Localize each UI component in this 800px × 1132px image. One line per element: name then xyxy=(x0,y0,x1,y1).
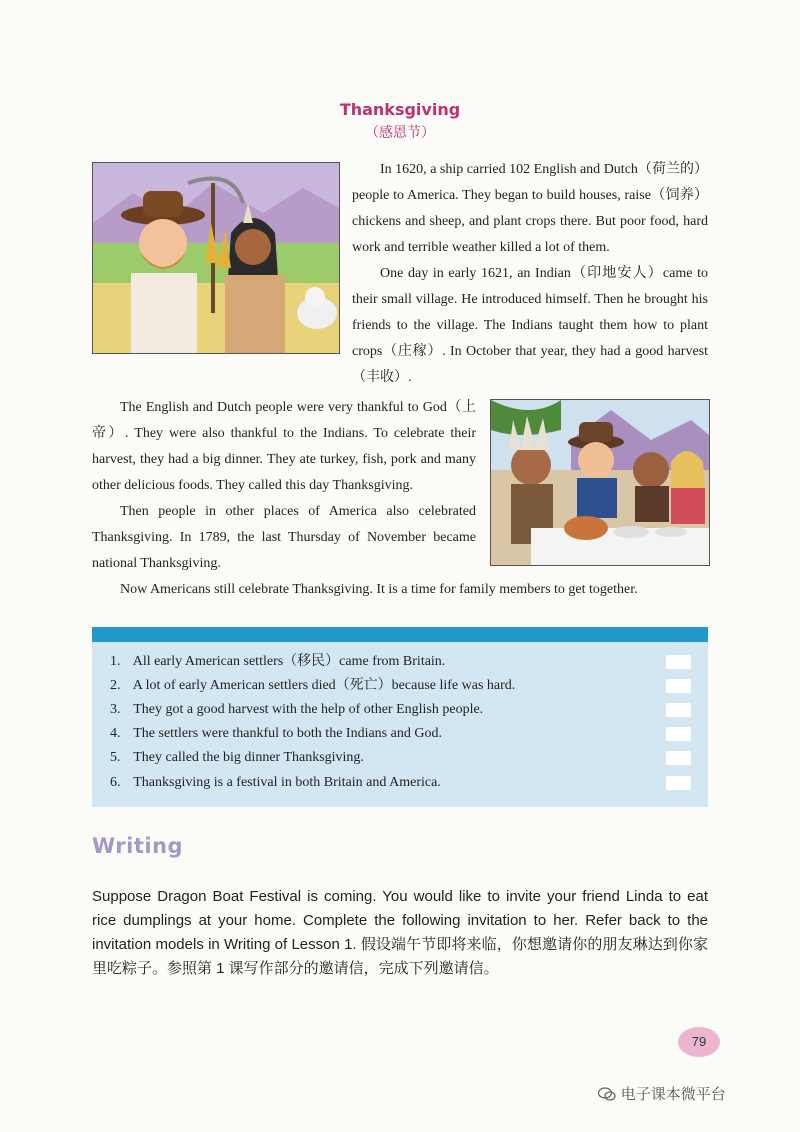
paragraph-3: The English and Dutch people were very thankful to God（上帝）. They were also thankful to the Indians. To celebrate their harvest, they had a big dinner. They ate turkey, fish, pork and many other delicious foods. They called this day Thanksgiving. xyxy=(92,400,476,493)
answer-box-4[interactable] xyxy=(666,727,691,741)
statement-number: 6. xyxy=(110,775,121,790)
exercise-statement-6 xyxy=(110,772,670,794)
answer-box-1[interactable] xyxy=(666,655,691,669)
wechat-icon xyxy=(598,1085,621,1103)
statement-number: 1. xyxy=(110,654,121,669)
statement-text: They called the big dinner Thanksgiving. xyxy=(133,750,364,765)
answer-box-2[interactable] xyxy=(666,679,691,693)
statement-text: All early American settlers（移民）came from Britain. xyxy=(132,654,446,669)
watermark-text: 电子课本微平台 xyxy=(620,1085,726,1103)
statement-text: Thanksgiving is a festival in both Britain and America. xyxy=(133,775,441,790)
exercise-header-bar xyxy=(92,627,708,642)
exercise-statement-2 xyxy=(110,675,670,697)
reading-title: Thanksgiving xyxy=(339,100,461,119)
statement-number: 2. xyxy=(110,678,121,693)
statement-number: 5. xyxy=(110,750,121,765)
paragraph-4: Then people in other places of America also celebrated Thanksgiving. In 1789, the last Thursday of November became national Thanksgiving. xyxy=(92,504,476,571)
thanksgiving-dinner-illustration xyxy=(490,399,710,566)
writing-instruction: Suppose Dragon Boat Festival is coming. You would like to invite your friend Linda to eat rice dumplings at your home. Complete the following invitation to her. Refer back to the invitation models in Writing of Lesson 1. 假设端午节即将来临，你想邀请你的朋友琳达到你家里吃粽子。参照第 1 课写作部分的邀请信，完成下列邀请信。 xyxy=(92,888,708,977)
exercise-statement-1 xyxy=(110,651,670,673)
statement-text: The settlers were thankful to both the Indians and God. xyxy=(133,726,442,741)
reading-subtitle: （感恩节） xyxy=(365,125,435,141)
statement-number: 3. xyxy=(110,702,121,717)
watermark xyxy=(598,1083,726,1104)
statement-text: A lot of early American settlers died（死亡）because life was hard. xyxy=(132,678,516,693)
page-number: 79 xyxy=(691,1034,707,1049)
exercise-statement-3 xyxy=(110,699,670,721)
statement-number: 4. xyxy=(110,726,121,741)
paragraph-2: One day in early 1621, an Indian（印地安人）came to their small village. He introduced himself. Then he brought his friends to the village. The Indians taught them how to plant crops（庄稼）. In October that year, they had a good harvest（丰收）. xyxy=(352,266,708,385)
writing-heading: Writing xyxy=(92,834,184,858)
paragraph-5: Now Americans still celebrate Thanksgiving. It is a time for family members to get together. xyxy=(120,582,638,597)
answer-box-5[interactable] xyxy=(666,751,691,765)
answer-box-6[interactable] xyxy=(666,776,691,790)
exercise-statement-5 xyxy=(110,747,670,769)
statement-text: They got a good harvest with the help of other English people. xyxy=(133,702,484,717)
answer-box-3[interactable] xyxy=(666,703,691,717)
exercise-statement-4 xyxy=(110,723,670,745)
true-false-exercise xyxy=(92,627,708,807)
settlers-harvest-illustration xyxy=(92,162,340,354)
paragraph-1: In 1620, a ship carried 102 English and Dutch（荷兰的）people to America. They began to build houses, raise（饲养）chickens and sheep, and plant crops there. But poor food, hard work and terrible weather killed a lot of them. xyxy=(352,162,708,255)
